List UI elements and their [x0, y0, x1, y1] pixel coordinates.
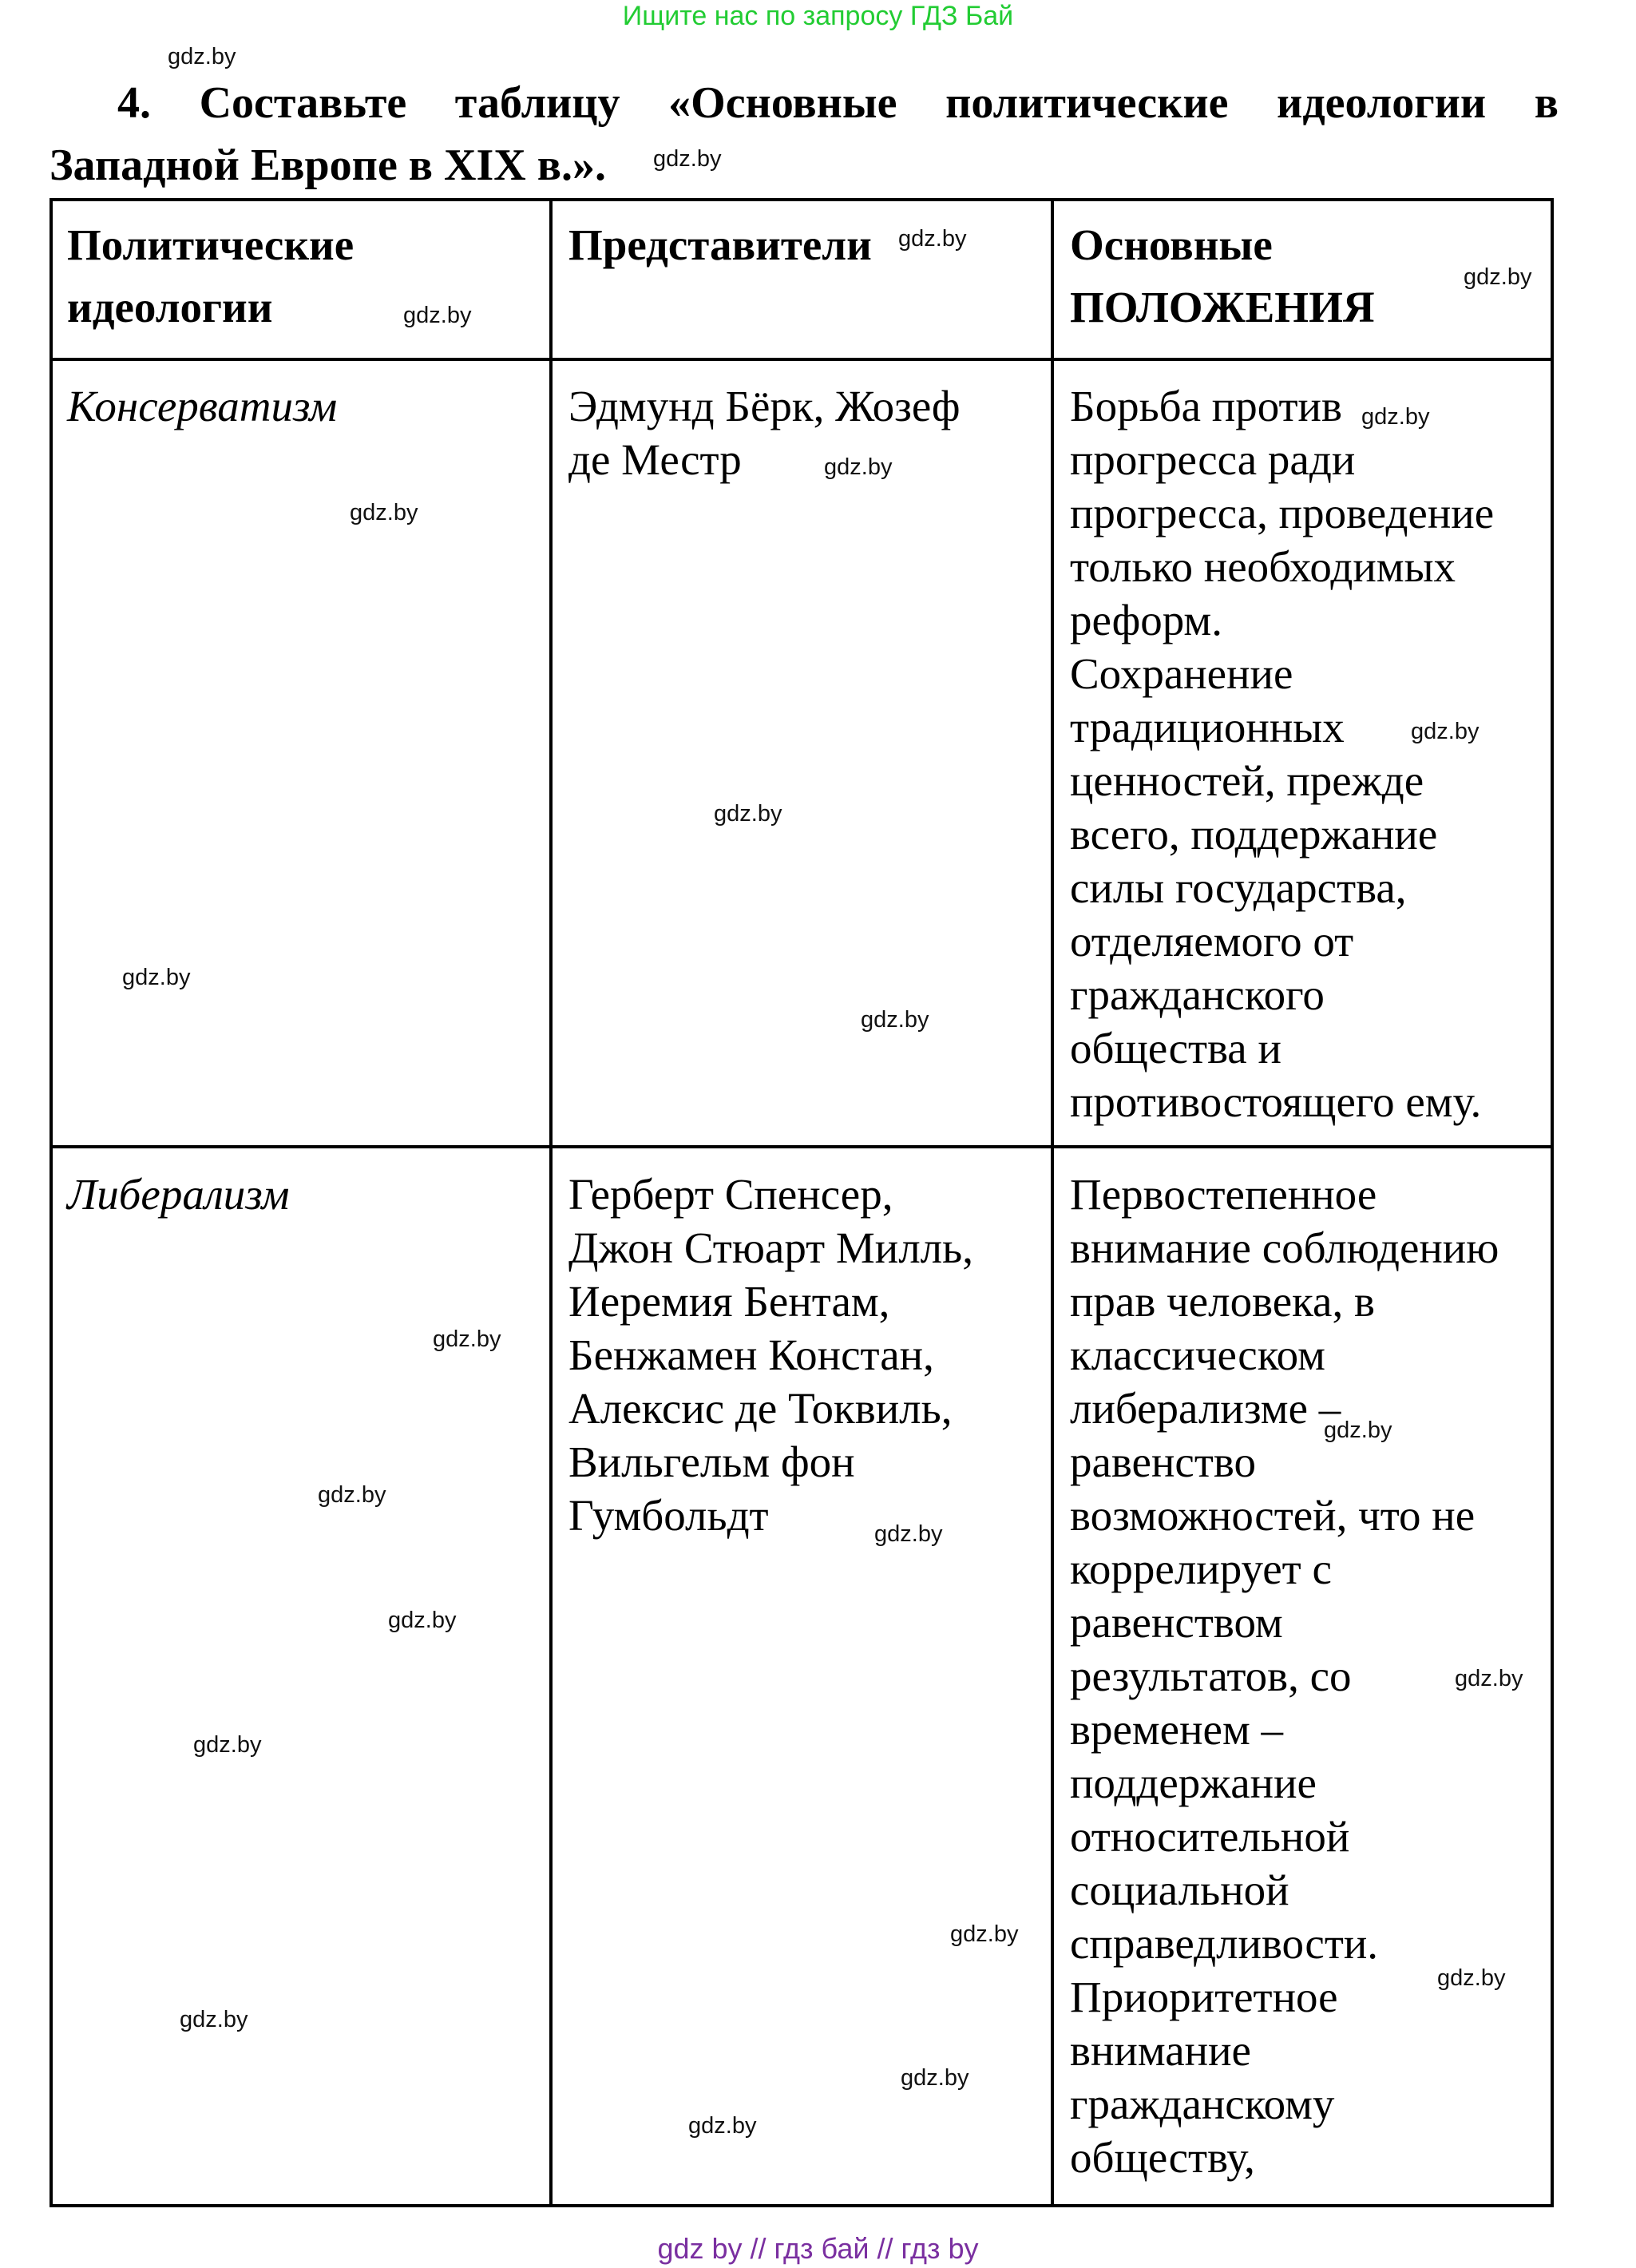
watermark: gdz.by [1324, 1418, 1392, 1443]
cell-line: справедливости. [1070, 1919, 1379, 1968]
cell-line: Герберт Спенсер, [568, 1170, 893, 1219]
cell-line: всего, поддержание [1070, 810, 1438, 858]
header-text: идеологии [67, 283, 273, 331]
cell-line: Эдмунд Бёрк, Жозеф [568, 382, 961, 430]
watermark: gdz.by [433, 1326, 501, 1352]
cell-line: гражданского [1070, 970, 1325, 1019]
cell-line: Иеремия Бентам, [568, 1277, 890, 1326]
watermark: gdz.by [950, 1921, 1019, 1947]
row-divider [50, 358, 1554, 361]
task-heading [50, 72, 1559, 196]
column-divider [549, 198, 553, 2207]
cell-line: поддержание [1070, 1758, 1317, 1807]
cell-line: результатов, со [1070, 1651, 1352, 1700]
watermark: gdz.by [350, 500, 418, 525]
cell-line: прогресса, проведение [1070, 489, 1495, 537]
cell-line: Борьба против [1070, 382, 1342, 430]
cell-line: общества и [1070, 1024, 1281, 1073]
watermark: gdz.by [193, 1732, 262, 1758]
watermark: gdz.by [1361, 404, 1430, 430]
representatives-conservatism [568, 379, 961, 486]
cell-line: равенство [1070, 1437, 1256, 1486]
watermark: gdz.by [388, 1608, 457, 1633]
watermark: gdz.by [898, 226, 967, 252]
watermark: gdz.by [874, 1521, 943, 1547]
provisions-conservatism [1070, 379, 1494, 1128]
header-text: ПОЛОЖЕНИЯ [1070, 283, 1375, 331]
cell-line: силы государства, [1070, 863, 1407, 912]
watermark: gdz.by [403, 303, 472, 328]
cell-line: внимание соблюдению [1070, 1223, 1499, 1272]
cell-line: Сохранение [1070, 649, 1293, 698]
cell-line: Гумбольдт [568, 1491, 769, 1540]
watermark: gdz.by [688, 2113, 757, 2139]
cell-line: коррелирует с [1070, 1544, 1332, 1593]
cell-line: реформ. [1070, 596, 1222, 644]
header-text: Политические [67, 220, 355, 269]
cell-line: прав человека, в [1070, 1277, 1375, 1326]
column-divider [1051, 198, 1054, 2207]
watermark: gdz.by [714, 801, 782, 827]
ideology-liberalism: Либерализм [67, 1170, 290, 1219]
cell-line: противостоящего ему. [1070, 1077, 1482, 1126]
cell-line: гражданскому [1070, 2080, 1335, 2128]
cell-line: либерализме – [1070, 1384, 1341, 1433]
provisions-liberalism [1070, 1168, 1499, 2184]
ideology-conservatism: Консерватизм [67, 382, 338, 430]
watermark: gdz.by [861, 1007, 929, 1033]
header-ideologies [67, 214, 354, 339]
cell-line: Первостепенное [1070, 1170, 1377, 1219]
watermark: gdz.by [1455, 1666, 1523, 1691]
header-text: Представители [568, 220, 872, 269]
watermark: gdz.by [824, 454, 893, 480]
cell-line: Приоритетное [1070, 1973, 1338, 2021]
watermark: gdz.by [1437, 1965, 1506, 1991]
cell-line: традиционных [1070, 703, 1345, 751]
cell-line: равенством [1070, 1598, 1283, 1647]
cell-line: социальной [1070, 1866, 1289, 1914]
cell-line: классическом [1070, 1330, 1325, 1379]
watermark: gdz.by [901, 2065, 969, 2091]
cell-line: де Местр [568, 435, 742, 484]
header-text: Основные [1070, 220, 1273, 269]
cell-line: прогресса ради [1070, 435, 1356, 484]
representatives-liberalism [568, 1168, 973, 1542]
cell-line: Алексис де Токвиль, [568, 1384, 953, 1433]
task-line-2: Западной Европе в XIX в.». [50, 141, 606, 190]
top-banner: Ищите нас по запросу ГДЗ Бай [622, 1, 1014, 31]
cell-line: только необходимых [1070, 542, 1456, 591]
cell-line: временем – [1070, 1705, 1283, 1754]
watermark: gdz.by [653, 146, 722, 172]
bottom-banner: gdz by // гдз бай // гдз by [657, 2232, 979, 2265]
watermark: gdz.by [122, 965, 191, 990]
watermark: gdz.by [1411, 719, 1480, 744]
watermark: gdz.by [1464, 264, 1532, 290]
cell-line: отделяемого от [1070, 917, 1354, 965]
cell-line: ценностей, прежде [1070, 756, 1424, 805]
header-representatives [568, 214, 872, 276]
cell-line: относительной [1070, 1812, 1350, 1861]
task-line-1: 4. Составьте таблицу «Основные политические идеологии в [117, 78, 1559, 128]
row-divider [50, 1145, 1554, 1148]
cell-line: обществу, [1070, 2133, 1255, 2182]
header-provisions [1070, 214, 1375, 339]
cell-line: Бенжамен Констан, [568, 1330, 934, 1379]
watermark: gdz.by [180, 2007, 248, 2032]
watermark: gdz.by [318, 1482, 386, 1508]
cell-line: внимание [1070, 2026, 1251, 2075]
cell-line: возможностей, что не [1070, 1491, 1476, 1540]
cell-line: Вильгельм фон [568, 1437, 855, 1486]
cell-line: Джон Стюарт Милль, [568, 1223, 973, 1272]
watermark: gdz.by [168, 44, 236, 69]
